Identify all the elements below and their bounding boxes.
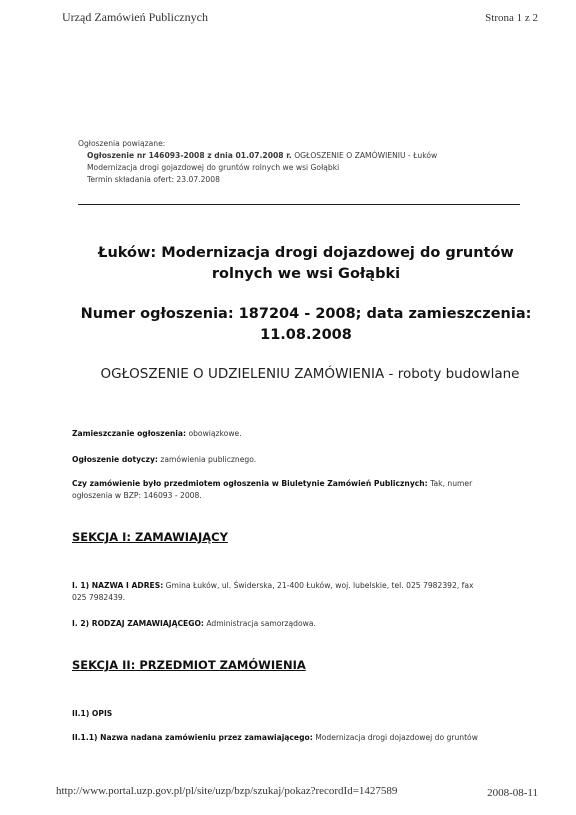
divider [78,204,520,205]
field-value: Tak, numer [430,479,473,488]
field-label: I. 2) RODZAJ ZAMAWIAJĄCEGO: [72,619,204,628]
related-heading: Ogłoszenia powiązane: [78,139,166,148]
section-1-heading: SEKCJA I: ZAMAWIAJĄCY [72,530,228,544]
related-notices [78,138,437,186]
footer-url[interactable]: http://www.portal.uzp.gov.pl/pl/site/uzp/bzp/szukaj/pokaz?recordId=1427589 [56,785,398,797]
notice-number [76,304,536,346]
field-value: Gmina Łuków, ul. Świderska, 21-400 Łuków, woj. lubelskie, tel. 025 7982392, fax [165,581,474,590]
footer-date: 2008-08-11 [487,787,538,799]
field-label: I. 1) NAZWA I ADRES: [72,581,164,590]
related-notice-subject: Modernizacja drogi gojazdowej do gruntów rolnych we wsi Gołąbki [87,163,340,172]
notice-number-line-2: 11.08.2008 [260,327,352,343]
notice-number-line-1: Numer ogłoszenia: 187204 - 2008; data zamieszczenia: [80,306,532,322]
title-line-2: rolnych we wsi Gołąbki [211,266,401,282]
field-name-address [72,580,522,604]
field-publication [72,428,522,440]
field-label: Czy zamówienie było przedmiotem ogłoszenia w Biuletynie Zamówień Publicznych: [72,479,428,488]
issuer-name: Urząd Zamówień Publicznych [62,10,208,24]
field-bzp [72,478,522,502]
related-deadline: Termin składania ofert: 23.07.2008 [87,175,220,184]
field-label: Zamieszczanie ogłoszenia: [72,429,187,438]
page-counter: Strona 1 z 2 [485,12,538,24]
field-label: II.1.1) Nazwa nadana zamówieniu przez zamawiającego: [72,733,313,742]
section-2-heading: SEKCJA II: PRZEDMIOT ZAMÓWIENIA [72,658,306,672]
field-value: Modernizacja drogi dojazdowej do gruntów [315,733,478,742]
field-value: obowiązkowe. [188,429,242,438]
related-notice-line [78,150,437,162]
field-contracting-type [72,618,522,630]
related-notice-type: OGŁOSZENIE O ZAMÓWIENIU - Łuków [294,151,438,160]
field-value: zamówienia publicznego. [160,455,257,464]
field-order-name [72,732,522,744]
field-value: 025 7982439. [72,593,126,602]
field-description [72,708,522,720]
field-label: Ogłoszenie dotyczy: [72,455,158,464]
field-value: ogłoszenia w BZP: 146093 - 2008. [72,491,202,500]
field-label: II.1) OPIS [72,709,113,718]
announcement-kind: OGŁOSZENIE O UDZIELENIU ZAMÓWIENIA - roboty budowlane [100,366,520,382]
title-line-1: Łuków: Modernizacja drogi dojazdowej do gruntów [98,245,514,261]
related-notice-link[interactable]: Ogłoszenie nr 146093-2008 z dnia 01.07.2008 r. [87,151,292,160]
field-concerns [72,454,522,466]
field-value: Administracja samorządowa. [206,619,316,628]
page-title [76,243,536,285]
